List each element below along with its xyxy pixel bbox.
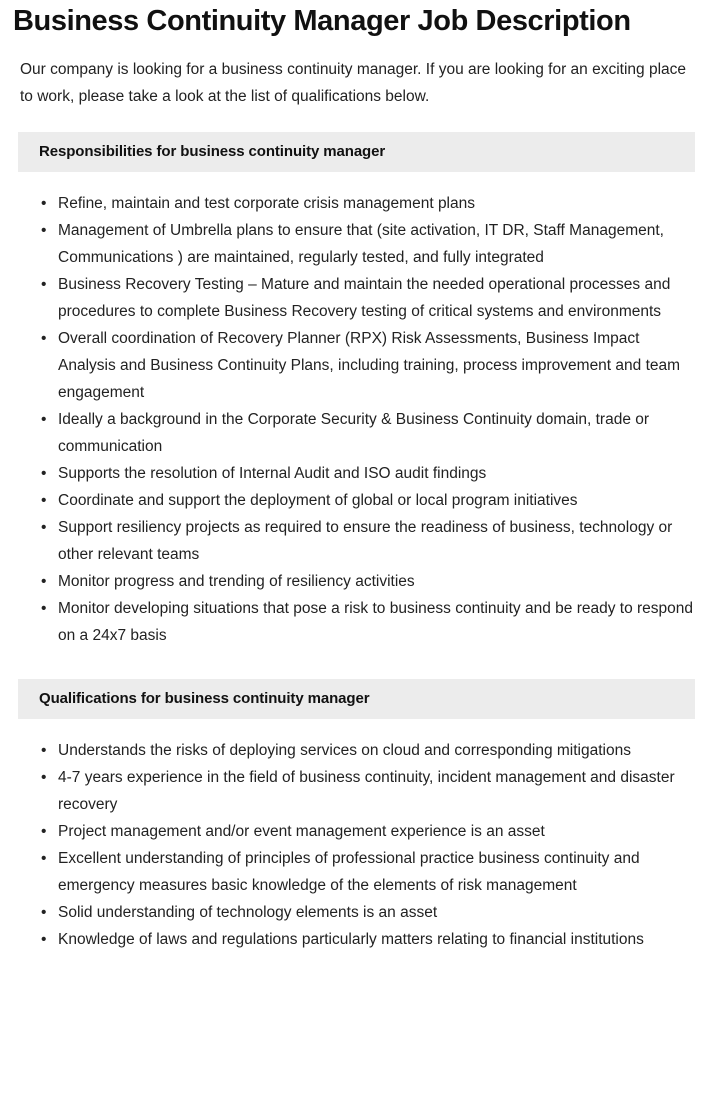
bullet-icon: • [41, 600, 47, 617]
list-item [0, 926, 720, 953]
list-item-text: Solid understanding of technology elements is an asset [58, 904, 438, 921]
responsibilities-list [0, 172, 720, 649]
bullet-icon: • [41, 492, 47, 509]
list-item [0, 325, 720, 406]
list-item-text: 4-7 years experience in the field of business continuity, incident management and disaster recovery [58, 769, 675, 813]
bullet-icon: • [41, 769, 47, 786]
bullet-icon: • [41, 519, 47, 536]
list-item-text: Supports the resolution of Internal Audit and ISO audit findings [58, 465, 487, 482]
list-item [0, 737, 720, 764]
list-item [0, 406, 720, 460]
section-heading-label: Responsibilities for business continuity manager [39, 143, 386, 160]
list-item [0, 818, 720, 845]
bullet-icon: • [41, 742, 47, 759]
section-qualifications [0, 649, 720, 953]
list-item-text: Support resiliency projects as required to ensure the readiness of business, technology or other relevant teams [58, 519, 673, 563]
section-header-responsibilities [18, 132, 695, 172]
list-item-text: Knowledge of laws and regulations particularly matters relating to financial institutions [58, 931, 644, 948]
bullet-icon: • [41, 931, 47, 948]
bullet-icon: • [41, 195, 47, 212]
bullet-icon: • [41, 330, 47, 347]
intro-paragraph: Our company is looking for a business continuity manager. If you are looking for an exciting place to work, please take a look at the list of qualifications below. [20, 61, 687, 105]
list-item [0, 190, 720, 217]
section-responsibilities [0, 110, 720, 649]
list-item [0, 568, 720, 595]
list-item-text: Ideally a background in the Corporate Security & Business Continuity domain, trade or communication [58, 411, 650, 455]
list-item-text: Coordinate and support the deployment of global or local program initiatives [58, 492, 578, 509]
list-item-text: Excellent understanding of principles of professional practice business continuity and emergency measures basic knowledge of the elements of risk management [58, 850, 640, 894]
list-item-text: Understands the risks of deploying services on cloud and corresponding mitigations [58, 742, 631, 759]
list-item-text: Management of Umbrella plans to ensure that (site activation, IT DR, Staff Management, Communications ) are maintained, regularly tested, and fully integrated [58, 222, 664, 266]
list-item-text: Refine, maintain and test corporate crisis management plans [58, 195, 475, 212]
qualifications-list [0, 719, 720, 953]
bullet-icon: • [41, 222, 47, 239]
list-item [0, 595, 720, 649]
list-item [0, 217, 720, 271]
list-item-text: Monitor progress and trending of resiliency activities [58, 573, 415, 590]
bullet-icon: • [41, 411, 47, 428]
page-title: Business Continuity Manager Job Description [13, 5, 631, 37]
bullet-icon: • [41, 573, 47, 590]
bullet-icon: • [41, 904, 47, 921]
list-item [0, 845, 720, 899]
bullet-icon: • [41, 850, 47, 867]
list-item [0, 764, 720, 818]
list-item [0, 899, 720, 926]
list-item [0, 487, 720, 514]
list-item [0, 271, 720, 325]
bullet-icon: • [41, 465, 47, 482]
list-item-text: Overall coordination of Recovery Planner (RPX) Risk Assessments, Business Impact Analysis and Business Continuity Plans, including training, process improvement and team engagement [58, 330, 681, 401]
section-heading-label: Qualifications for business continuity manager [39, 690, 370, 707]
list-item-text: Monitor developing situations that pose a risk to business continuity and be ready to respond on a 24x7 basis [58, 600, 694, 644]
list-item [0, 460, 720, 487]
list-item-text: Business Recovery Testing – Mature and maintain the needed operational processes and procedures to complete Business Recovery testing of critical systems and environments [58, 276, 671, 320]
bullet-icon: • [41, 823, 47, 840]
bullet-icon: • [41, 276, 47, 293]
section-header-qualifications [18, 679, 695, 719]
list-item [0, 514, 720, 568]
list-item-text: Project management and/or event management experience is an asset [58, 823, 545, 840]
